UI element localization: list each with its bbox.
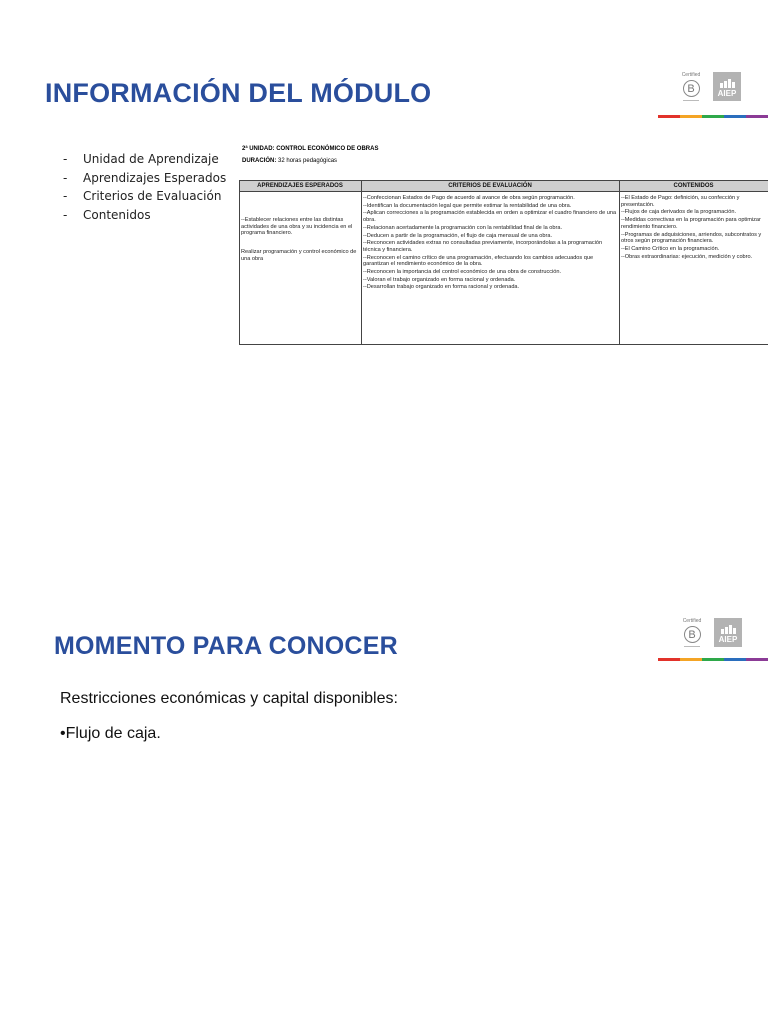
duration-value: 32 horas pedagógicas [278, 158, 338, 164]
table-cell-text: --Relacionan acertadamente la programación con la rentabilidad final de la obra. [363, 224, 563, 231]
aiep-logo [713, 72, 741, 101]
table-cell-text: --Flujos de caja derivados de la programación. [621, 209, 737, 216]
slide-momento-conocer [0, 512, 768, 1024]
certified-b-corp-logo [681, 618, 703, 651]
table-cell-text: --Medidas correctivas en la programación para optimizar rendimiento financiero. [621, 217, 761, 230]
table-cell-text: --El Camino Crítico en la programación. [621, 245, 720, 252]
aiep-logo-text: AIEP [717, 89, 737, 98]
table-header-criterios: CRITERIOS DE EVALUACIÓN [361, 181, 619, 192]
logo-divider [683, 100, 699, 101]
body-text-restricciones: Restricciones económicas y capital disponibles: [60, 690, 398, 707]
body-text-flujo-caja: •Flujo de caja. [60, 725, 161, 742]
table-header-aprendizajes: APRENDIZAJES ESPERADOS [239, 181, 361, 192]
list-item: - Unidad de Aprendizaje [63, 152, 219, 167]
list-item: - Criterios de Evaluación [63, 189, 222, 204]
table-cell-text: --Establecer relaciones entre las distintas actividades de una obra y su incidencia en el programa financiero. [241, 217, 353, 237]
aiep-logo [714, 618, 742, 647]
module-topics-list [63, 150, 226, 224]
page-title: INFORMACIÓN DEL MÓDULO [45, 78, 432, 108]
table-cell-text: --El Estado de Pago: definición, su confección y presentación. [621, 195, 740, 208]
table-cell-text: --Programas de adquisiciones, arriendos, subcontratos y otros según programación financiera. [621, 231, 762, 245]
b-corp-icon: B [683, 80, 700, 97]
table-header-contenidos: CONTENIDOS [619, 181, 768, 192]
table-cell-text: --Reconocen actividades extras no consultadas previamente, incorporándolas a la programación técnica y financiera. [363, 240, 603, 253]
header-logos [680, 72, 741, 105]
certified-b-corp-logo [680, 72, 702, 105]
color-stripe [658, 658, 768, 661]
table-cell-text: --Identifican la documentación legal que permite estimar la rentabilidad de una obra. [363, 202, 572, 209]
table-cell-text: --Confeccionan Estados de Pago de acuerdo al avance de obra según programación. [363, 195, 575, 201]
list-item: - Aprendizajes Esperados [63, 170, 227, 185]
table-cell-criterios [361, 193, 619, 344]
table-cell-text: --Reconocen la importancia del control económico de una obra de construcción. [363, 269, 562, 276]
list-item: - Contenidos [63, 207, 151, 222]
certified-label: Certified [681, 72, 701, 78]
certified-label: Certified [682, 618, 702, 624]
table-cell-text: --Reconocen el camino crítico de una programación, efectuando los cambios adecuados que garantizan el rendimiento económico de la obra. [363, 254, 594, 268]
b-corp-icon: B [684, 626, 701, 643]
table-cell-text: --Valoran el trabajo organizado en forma racional y ordenada. [363, 276, 516, 283]
table-cell-text: --Aplican correcciones a la programación establecida en orden a optimizar el cuadro financiero de una obra. [363, 210, 617, 224]
color-stripe [658, 115, 768, 118]
aiep-bars-icon [721, 625, 736, 634]
table-cell-contenidos [619, 193, 768, 344]
table-cell-text: --Obras extraordinarias: ejecución, medición y cobro. [621, 253, 753, 260]
unit-table [239, 180, 768, 345]
aiep-logo-text: AIEP [718, 635, 738, 644]
table-cell-text: --Deducen a partir de la programación, el flujo de caja mensual de una obra. [363, 232, 553, 239]
unit-duration [242, 158, 337, 164]
duration-label: DURACIÓN: [242, 158, 277, 164]
page-title: MOMENTO PARA CONOCER [54, 632, 398, 660]
table-cell-text: Realizar programación y control económico de una obra [241, 249, 357, 262]
unit-heading: 2ª UNIDAD: CONTROL ECONÓMICO DE OBRAS [242, 146, 379, 152]
aiep-bars-icon [720, 79, 735, 88]
logo-divider [684, 646, 700, 647]
table-cell-aprendizajes [239, 193, 361, 344]
table-cell-text: --Desarrollan trabajo organizado en forma racional y ordenada. [363, 284, 520, 291]
header-logos [681, 618, 742, 651]
